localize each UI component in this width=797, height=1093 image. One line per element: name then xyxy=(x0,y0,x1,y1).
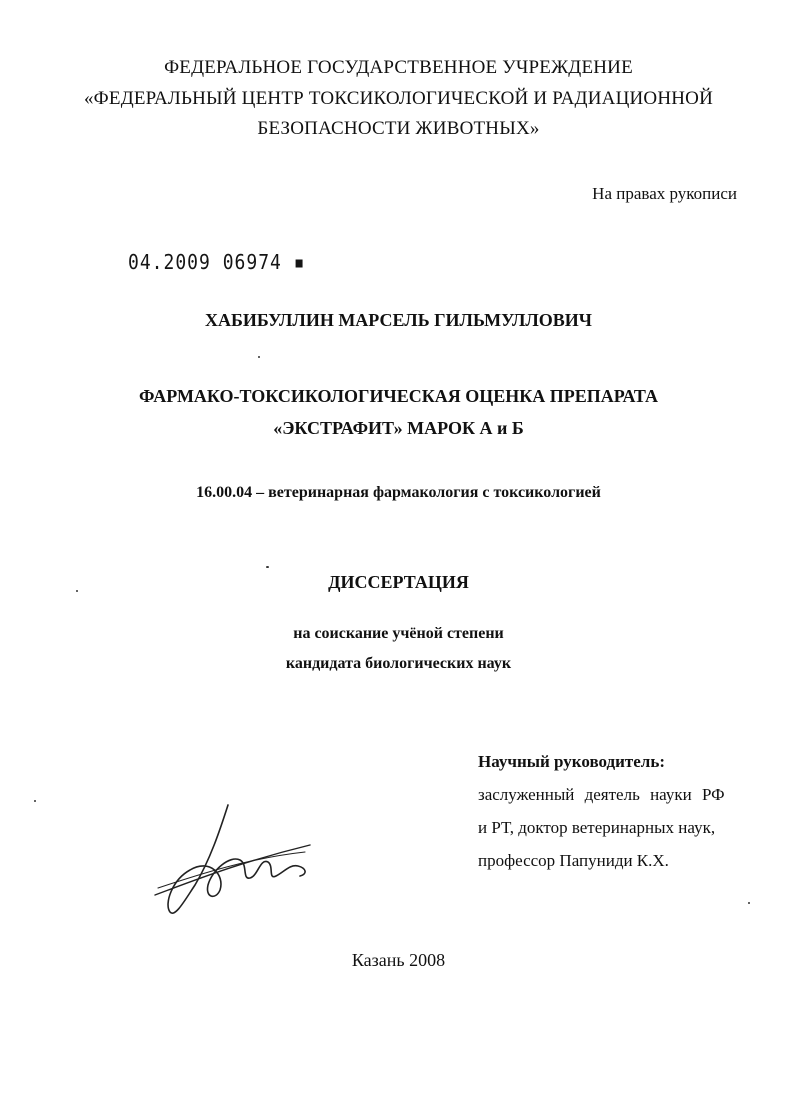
institution-line-2: «ФЕДЕРАЛЬНЫЙ ЦЕНТР ТОКСИКОЛОГИЧЕСКОЙ И РАДИАЦИОННОЙ xyxy=(83,88,714,109)
scan-speck xyxy=(76,590,78,592)
registry-code-text: 04.2009 06974 xyxy=(128,250,282,275)
supervisor-line-3: профессор Папуниди К.Х. xyxy=(478,851,669,870)
scan-speck xyxy=(266,566,269,568)
title-line-1: ФАРМАКО-ТОКСИКОЛОГИЧЕСКАЯ ОЦЕНКА ПРЕПАРАТА xyxy=(138,386,659,406)
rights-note: На правах рукописи xyxy=(592,184,737,203)
scan-speck xyxy=(34,800,36,802)
degree-line-2: кандидата биологических наук xyxy=(285,655,512,672)
institution-line-1: ФЕДЕРАЛЬНОЕ ГОСУДАРСТВЕННОЕ УЧРЕЖДЕНИЕ xyxy=(164,57,633,78)
document-type: ДИССЕРТАЦИЯ xyxy=(328,572,469,592)
registry-code: 04.2009 06974 ▪ xyxy=(128,250,306,275)
specialty: 16.00.04 – ветеринарная фармакология с токсикологией xyxy=(196,484,601,501)
degree-line-1: на соискание учёной степени xyxy=(293,625,504,642)
scan-speck xyxy=(258,356,260,358)
handwritten-signature-icon xyxy=(150,800,320,930)
place-year: Казань 2008 xyxy=(351,950,446,970)
title-line-2: «ЭКСТРАФИТ» МАРОК А и Б xyxy=(273,418,524,438)
author-name: ХАБИБУЛЛИН МАРСЕЛЬ ГИЛЬМУЛЛОВИЧ xyxy=(204,310,593,330)
supervisor-heading: Научный руководитель: xyxy=(478,752,665,771)
supervisor-line-1: заслуженный деятель науки РФ xyxy=(478,785,725,804)
institution-line-3: БЕЗОПАСНОСТИ ЖИВОТНЫХ» xyxy=(257,118,540,139)
supervisor-line-2: и РТ, доктор ветеринарных наук, xyxy=(478,818,716,837)
scan-speck xyxy=(748,902,750,904)
